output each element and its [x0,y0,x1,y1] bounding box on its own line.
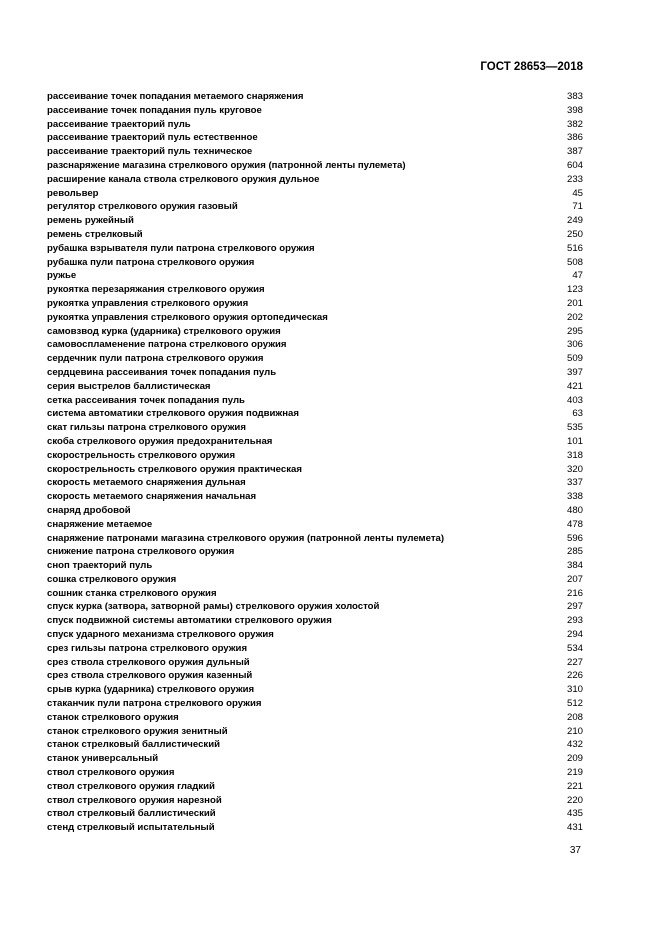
index-entry [47,807,583,821]
index-term: сошка стрелкового оружия [47,573,177,585]
index-page-ref: 387 [566,146,583,158]
index-term: ремень ружейный [47,215,134,227]
index-page-ref: 383 [566,91,583,102]
index-term: спуск курка (затвора, затворной рамы) стрелкового оружия холостой [47,601,380,613]
index-page-ref: 337 [566,477,583,489]
index-page-ref: 294 [566,629,583,641]
index-page-ref: 47 [572,270,583,282]
index-term: ремень стрелковый [47,228,143,240]
index-entry [47,407,583,421]
document-header: ГОСТ 28653—2018 [480,61,583,73]
index-page-ref: 227 [566,656,583,668]
index-term: регулятор стрелкового оружия газовый [47,201,238,213]
index-term: станок стрелкового оружия [47,711,179,723]
index-term: станок стрелкового оружия зенитный [47,725,228,737]
index-entry [47,90,583,104]
index-page-ref: 398 [566,104,583,116]
index-entry [47,283,583,297]
index-entry [47,780,583,794]
index-term: скорость метаемого снаряжения начальная [47,491,257,503]
index-entry [47,476,583,490]
index-page-ref: 386 [566,132,583,144]
index-page-ref: 403 [566,394,583,406]
index-term: рассеивание траекторий пуль техническое [47,146,253,158]
index-term: спуск подвижной системы автоматики стрелкового оружия [47,615,332,627]
index-entry [47,338,583,352]
index-term: стенд стрелковый испытательный [47,822,215,834]
index-page-ref: 318 [566,449,583,461]
index-page-ref: 249 [566,215,583,227]
index-term: скат гильзы патрона стрелкового оружия [47,422,246,434]
index-entry [47,104,583,118]
index-term: сетка рассеивания точек попадания пуль [47,394,245,406]
index-page-ref: 534 [566,642,583,654]
term-index-list [47,90,583,835]
index-term: серия выстрелов баллистическая [47,380,211,392]
index-term: срыв курка (ударника) стрелкового оружия [47,684,255,696]
index-entry [47,642,583,656]
index-entry [47,187,583,201]
index-page-ref: 220 [566,794,583,806]
index-page-ref: 201 [566,297,583,309]
index-page-ref: 233 [566,173,583,185]
index-term: снаряжение метаемое [47,518,153,530]
index-term: скорострельность стрелкового оружия практическая [47,463,302,475]
index-page-ref: 596 [566,532,583,544]
index-entry [47,380,583,394]
index-entry [47,752,583,766]
index-term: спуск ударного механизма стрелкового оружия [47,629,274,641]
index-entry [47,587,583,601]
index-page-ref: 397 [566,366,583,378]
index-entry [47,200,583,214]
index-term: сердечник пули патрона стрелкового оружия [47,353,264,365]
index-entry [47,518,583,532]
index-page-ref: 207 [566,573,583,585]
index-page-ref: 421 [566,380,583,392]
index-entry [47,394,583,408]
index-entry [47,435,583,449]
index-page-ref: 293 [566,615,583,627]
index-entry [47,463,583,477]
index-entry [47,490,583,504]
index-page-ref: 202 [566,311,583,323]
index-term: рассеивание траекторий пуль [47,118,191,130]
index-term: рубашка взрывателя пули патрона стрелкового оружия [47,242,315,254]
index-term: срез ствола стрелкового оружия казенный [47,670,253,682]
index-entry [47,697,583,711]
index-entry [47,366,583,380]
index-entry [47,669,583,683]
index-page-ref: 297 [566,601,583,613]
index-entry [47,794,583,808]
index-term: снижение патрона стрелкового оружия [47,546,235,558]
index-page-ref: 338 [566,491,583,503]
index-entry [47,228,583,242]
index-term: стаканчик пули патрона стрелкового оружия [47,698,262,710]
index-entry [47,256,583,270]
index-entry [47,173,583,187]
index-page-ref: 435 [566,808,583,820]
index-entry [47,559,583,573]
index-page-ref: 509 [566,353,583,365]
index-term: скорость метаемого снаряжения дульная [47,477,246,489]
index-entry [47,683,583,697]
index-term: рассеивание точек попадания метаемого снаряжения [47,91,304,102]
index-term: сердцевина рассеивания точек попадания пуль [47,366,277,378]
index-page-ref: 210 [566,725,583,737]
index-entry [47,325,583,339]
index-entry [47,600,583,614]
index-entry [47,145,583,159]
index-entry [47,573,583,587]
index-page-ref: 221 [566,780,583,792]
index-term: ружье [47,270,77,282]
index-page-ref: 382 [566,118,583,130]
index-term: сошник станка стрелкового оружия [47,587,217,599]
index-term: рукоятка управления стрелкового оружия ортопедическая [47,311,328,323]
index-entry [47,352,583,366]
index-entry [47,131,583,145]
index-entry [47,118,583,132]
index-term: ствол стрелкового оружия [47,767,175,779]
index-term: револьвер [47,187,99,199]
index-page-ref: 250 [566,228,583,240]
index-entry [47,711,583,725]
index-page-ref: 480 [566,504,583,516]
index-entry [47,656,583,670]
page-number: 37 [569,845,581,856]
index-entry [47,614,583,628]
index-entry [47,725,583,739]
index-page-ref: 216 [566,587,583,599]
index-page-ref: 101 [566,435,583,447]
index-term: ствол стрелкового оружия нарезной [47,794,222,806]
index-page-ref: 63 [572,408,583,420]
index-entry [47,214,583,228]
index-page-ref: 320 [566,463,583,475]
index-term: срез ствола стрелкового оружия дульный [47,656,250,668]
index-entry [47,628,583,642]
index-term: разснаряжение магазина стрелкового оружия (патронной ленты пулемета) [47,159,406,171]
index-entry [47,738,583,752]
index-entry [47,242,583,256]
index-page-ref: 512 [566,698,583,710]
index-term: расширение канала ствола стрелкового оружия дульное [47,173,320,185]
index-page-ref: 219 [566,767,583,779]
index-entry [47,311,583,325]
index-page-ref: 431 [566,822,583,834]
index-entry [47,821,583,835]
index-page-ref: 295 [566,325,583,337]
index-page-ref: 604 [566,159,583,171]
index-entry [47,504,583,518]
index-term: скорострельность стрелкового оружия [47,449,236,461]
index-entry [47,545,583,559]
index-entry [47,532,583,546]
index-term: рукоятка управления стрелкового оружия [47,297,249,309]
index-term: рукоятка перезаряжания стрелкового оружия [47,284,265,296]
index-term: рубашка пули патрона стрелкового оружия [47,256,255,268]
index-entry [47,766,583,780]
index-term: ствол стрелковый баллистический [47,808,216,820]
index-term: снаряжение патронами магазина стрелкового оружия (патронной ленты пулемета) [47,532,445,544]
index-page-ref: 516 [566,242,583,254]
index-entry [47,449,583,463]
index-entry [47,269,583,283]
index-term: самовоспламенение патрона стрелкового оружия [47,339,287,351]
index-page-ref: 123 [566,284,583,296]
index-term: самовзвод курка (ударника) стрелкового оружия [47,325,281,337]
index-term: скоба стрелкового оружия предохранительная [47,435,273,447]
index-page-ref: 208 [566,711,583,723]
index-page-ref: 432 [566,739,583,751]
index-page-ref: 508 [566,256,583,268]
index-term: рассеивание траекторий пуль естественное [47,132,258,144]
index-term: ствол стрелкового оружия гладкий [47,780,215,792]
index-term: снаряд дробовой [47,504,131,516]
index-term: система автоматики стрелкового оружия подвижная [47,408,299,420]
index-page-ref: 478 [566,518,583,530]
index-page-ref: 285 [566,546,583,558]
index-page-ref: 384 [566,560,583,572]
index-term: рассеивание точек попадания пуль круговое [47,104,262,116]
index-entry [47,159,583,173]
index-page-ref: 226 [566,670,583,682]
index-term: сноп траекторий пуль [47,560,153,572]
index-page-ref: 45 [572,187,583,199]
index-entry [47,297,583,311]
index-page-ref: 71 [572,201,583,213]
index-page-ref: 535 [566,422,583,434]
index-entry [47,421,583,435]
index-term: станок стрелковый баллистический [47,739,220,751]
index-term: станок универсальный [47,753,159,765]
index-term: срез гильзы патрона стрелкового оружия [47,642,248,654]
index-page-ref: 306 [566,339,583,351]
index-page-ref: 209 [566,753,583,765]
index-page-ref: 310 [566,684,583,696]
